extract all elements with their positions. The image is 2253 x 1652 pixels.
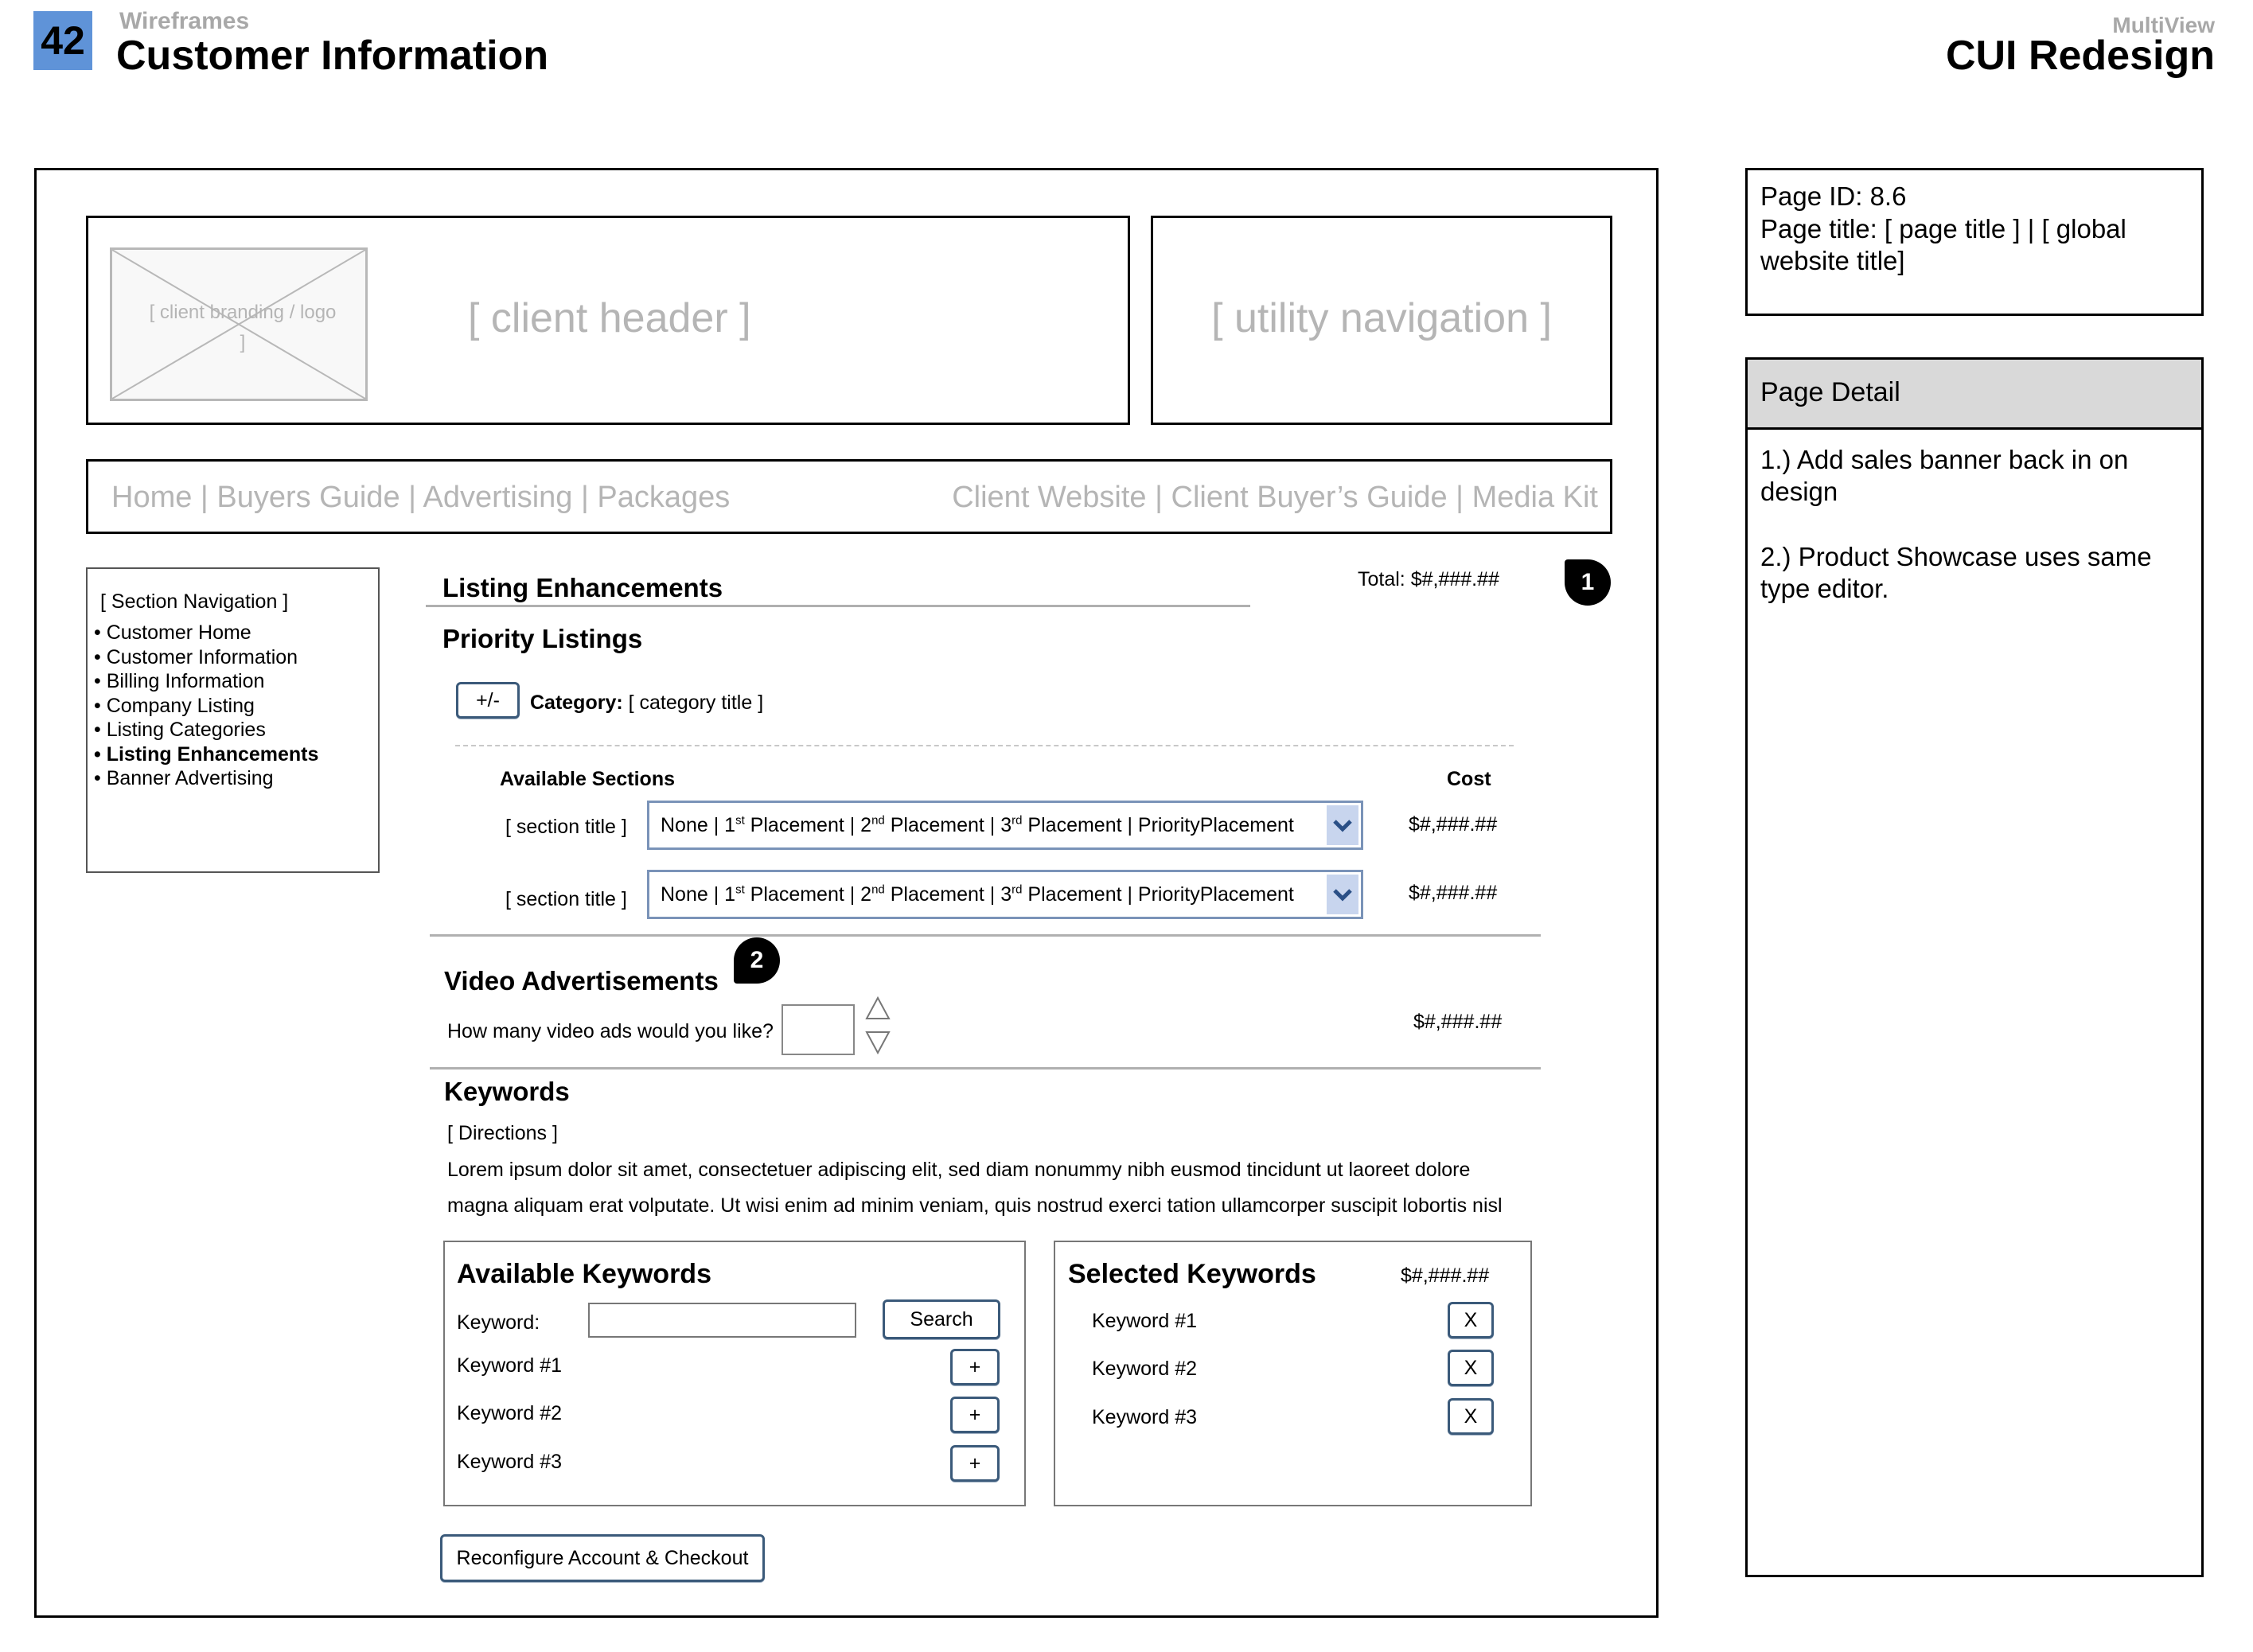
section-title: [ section title ] [505, 888, 627, 910]
page-detail-panel [1745, 357, 2204, 1577]
placement-select[interactable] [647, 801, 1363, 850]
priority-listings-heading: Priority Listings [442, 624, 643, 653]
logo-placeholder-text: [ client branding / logo ] [149, 302, 337, 353]
available-keywords-heading: Available Keywords [457, 1259, 711, 1289]
category-label [530, 692, 763, 715]
video-ads-count-input[interactable] [782, 1004, 855, 1055]
video-cost: $#,###.## [1413, 1011, 1503, 1033]
callout-marker-1: 1 [1565, 559, 1611, 606]
selected-keywords-heading: Selected Keywords [1068, 1259, 1316, 1289]
chevron-down-icon[interactable] [1327, 805, 1358, 845]
section-nav-title: [ Section Navigation ] [100, 590, 289, 613]
section-nav-item-listing-enhancements[interactable]: • Listing Enhancements [94, 742, 318, 767]
section-title: [ section title ] [505, 816, 627, 838]
section-nav-item-billing-information[interactable]: • Billing Information [94, 669, 318, 694]
placement-select[interactable] [647, 870, 1363, 919]
placement-select-value: None | 1st Placement | 2nd Placement | 3rd Placement | PriorityPlacement [661, 882, 1294, 906]
total-amount: Total: $#,###.## [1358, 568, 1499, 590]
video-advertisements-heading: Video Advertisements [444, 966, 719, 995]
stepper-up-icon[interactable] [864, 995, 891, 1021]
section-cost: $#,###.## [1409, 882, 1498, 904]
expand-collapse-button[interactable]: +/- [456, 682, 520, 719]
listing-enhancements-heading: Listing Enhancements [442, 573, 723, 602]
stepper-down-icon[interactable] [864, 1030, 891, 1055]
add-keyword-button[interactable]: + [950, 1445, 1000, 1482]
section-nav-item-customer-home[interactable]: • Customer Home [94, 621, 318, 645]
section-nav-item-listing-categories[interactable]: • Listing Categories [94, 718, 318, 742]
page-title: Customer Information [116, 33, 549, 79]
keywords-heading: Keywords [444, 1077, 570, 1106]
selected-keyword-item: Keyword #3 [1092, 1406, 1198, 1428]
category-title: [ category title ] [628, 692, 764, 714]
reconfigure-checkout-button[interactable]: Reconfigure Account & Checkout [440, 1534, 765, 1582]
page-detail-heading: Page Detail [1760, 377, 1900, 407]
page-number-badge: 42 [33, 11, 92, 70]
project-title: CUI Redesign [1945, 33, 2215, 79]
available-keyword-item: Keyword #3 [457, 1451, 563, 1473]
page-id: Page ID: 8.6 [1760, 181, 1907, 211]
cost-header: Cost [1447, 768, 1491, 790]
heading-divider [426, 605, 1250, 607]
keyword-search-button[interactable]: Search [883, 1299, 1000, 1339]
keywords-body-line-2: magna aliquam erat volputate. Ut wisi enim ad minim veniam, quis nostrud exerci tation ullamcorper suscipit lobortis nisl [447, 1194, 1503, 1217]
utility-nav-placeholder: [ utility navigation ] [1211, 295, 1552, 341]
remove-keyword-button[interactable]: X [1448, 1302, 1494, 1338]
keywords-body-line-1: Lorem ipsum dolor sit amet, consectetuer adipiscing elit, sed diam nonummy nibh eusmod tincidunt ut laoreet dolore [447, 1159, 1471, 1181]
page-title-note: Page title: [ page title ] | [ global website title] [1760, 214, 2126, 275]
selected-keywords-total: $#,###.## [1401, 1264, 1490, 1287]
remove-keyword-button[interactable]: X [1448, 1350, 1494, 1386]
dashed-divider [455, 745, 1514, 746]
keyword-label: Keyword: [457, 1311, 540, 1334]
chevron-down-icon[interactable] [1327, 875, 1358, 914]
section-nav-item-banner-advertising[interactable]: • Banner Advertising [94, 766, 318, 791]
add-keyword-button[interactable]: + [950, 1397, 1000, 1433]
available-keyword-item: Keyword #1 [457, 1354, 563, 1377]
section-cost: $#,###.## [1409, 813, 1498, 836]
detail-note-1: 1.) Add sales banner back in on design [1760, 445, 2129, 506]
placement-select-value: None | 1st Placement | 2nd Placement | 3rd Placement | PriorityPlacement [661, 813, 1294, 836]
section-nav-item-customer-information[interactable]: • Customer Information [94, 645, 318, 670]
category-label-key: Category: [530, 692, 623, 714]
section-nav-item-company-listing[interactable]: • Company Listing [94, 694, 318, 719]
section-divider [430, 1067, 1541, 1070]
detail-note-2: 2.) Product Showcase uses same type editor. [1760, 542, 2152, 603]
selected-keyword-item: Keyword #1 [1092, 1310, 1198, 1332]
doc-kind: Wireframes [119, 8, 250, 34]
keywords-directions: [ Directions ] [447, 1122, 558, 1144]
global-nav-client-links[interactable]: Client Website | Client Buyer’s Guide | Media Kit [952, 481, 1598, 514]
client-header-placeholder: [ client header ] [468, 295, 751, 341]
video-ads-question: How many video ads would you like? [447, 1020, 774, 1042]
section-divider [430, 934, 1541, 937]
section-nav-list [94, 621, 318, 791]
available-sections-header: Available Sections [500, 768, 675, 790]
available-keyword-item: Keyword #2 [457, 1402, 563, 1424]
add-keyword-button[interactable]: + [950, 1349, 1000, 1385]
selected-keyword-item: Keyword #2 [1092, 1358, 1198, 1380]
global-nav-primary-links[interactable]: Home | Buyers Guide | Advertising | Packages [111, 481, 731, 514]
remove-keyword-button[interactable]: X [1448, 1398, 1494, 1435]
project-kind: MultiView [2112, 13, 2215, 37]
keyword-search-input[interactable] [588, 1303, 856, 1338]
callout-marker-2: 2 [734, 937, 780, 984]
